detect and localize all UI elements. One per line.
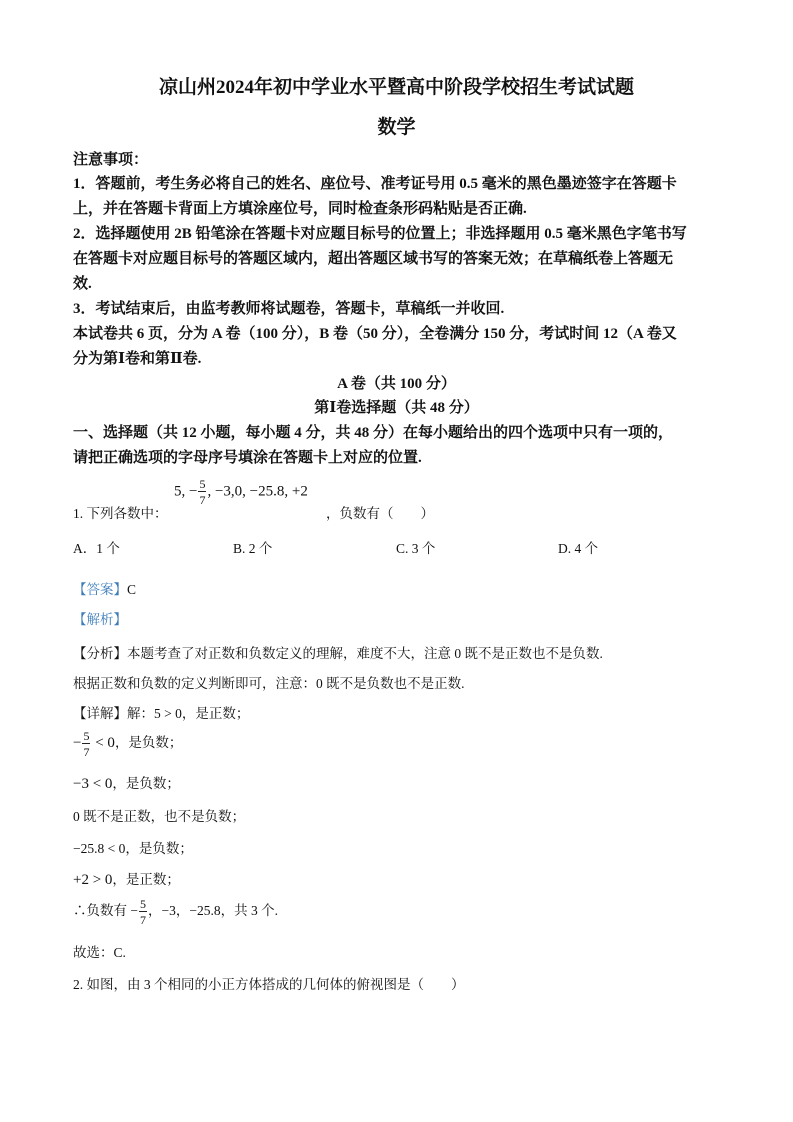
notice-line: 上，并在答题卡背面上方填涂座位号，同时检查条形码粘贴是否正确. bbox=[73, 201, 527, 217]
exam-title: 凉山州2024年初中学业水平暨高中阶段学校招生考试试题 bbox=[158, 77, 634, 98]
notice-line: 3．考试结束后，由监考教师将试题卷，答题卡，草稿纸一并收回. bbox=[73, 301, 505, 317]
a-paper-heading: A 卷（共 100 分） bbox=[337, 376, 456, 392]
fraction: $\frac{5}{7}$ bbox=[199, 477, 206, 507]
detail-line: 【详解】解：5 > 0，是正数； bbox=[73, 706, 250, 721]
section-instructions: 请把正确选项的字母序号填涂在答题卡上对应的位置. bbox=[73, 450, 422, 466]
option-b: B. 2 个 bbox=[233, 541, 273, 556]
notice-line: 分为第Ⅰ卷和第Ⅱ卷. bbox=[73, 351, 202, 367]
notice-line: 1．答题前，考生务必将自己的姓名、座位号、准考证号用 0.5 毫米的黑色墨迹签字在答题卡 bbox=[73, 176, 677, 192]
subject-title: 数学 bbox=[377, 117, 416, 138]
question-2: 2. 如图，由 3 个相同的小正方体搭成的几何体的俯视图是（ ） bbox=[73, 977, 465, 992]
detail-line: 0 既不是正数，也不是负数； bbox=[73, 809, 246, 824]
choice-line: 故选：C. bbox=[73, 945, 126, 960]
fraction: $\frac{5}{7}$ bbox=[140, 897, 146, 927]
fenxi-line: 【分析】本题考查了对正数和负数定义的理解，难度不大，注意 0 既不是正数也不是负数. bbox=[73, 646, 603, 661]
question-1-suffix: ，负数有（ ） bbox=[326, 506, 434, 521]
answer-tag: 【答案】 bbox=[73, 582, 127, 597]
option-c: C. 3 个 bbox=[396, 541, 436, 556]
numbers-part-a: 5, − bbox=[174, 483, 198, 500]
detail-line: +2 > 0，是正数； bbox=[73, 872, 180, 888]
numbers-part-b: , −3,0, −25.8, +2 bbox=[207, 483, 308, 500]
notice-line: 效. bbox=[73, 276, 92, 292]
notice-line: 在答题卡对应题目标号的答题区域内，超出答题区域书写的答案无效；在草稿纸卷上答题无 bbox=[73, 251, 674, 267]
part1-heading: 第Ⅰ卷选择题（共 48 分） bbox=[314, 400, 479, 416]
answer-line bbox=[73, 578, 136, 598]
option-a: A．1 个 bbox=[73, 541, 120, 556]
question-1-prefix: 1. 下列各数中： bbox=[73, 506, 168, 521]
fraction: $\frac{5}{7}$ bbox=[83, 729, 90, 759]
detail-line: − $\frac{5}{7}$ < 0，是负数； bbox=[73, 729, 183, 759]
analysis-tag: 【解析】 bbox=[73, 612, 127, 627]
question-1-numbers bbox=[174, 478, 308, 506]
notice-line: 2．选择题使用 2B 铅笔涂在答题卡对应题目标号的位置上；非选择题用 0.5 毫米黑色字笔书写 bbox=[73, 226, 687, 242]
conclusion-line: ∴负数有 − $\frac{5}{7}$ ，−3，−25.8，共 3 个. bbox=[73, 897, 278, 927]
detail-line: −25.8 < 0，是负数； bbox=[73, 841, 193, 856]
notice-line: 本试卷共 6 页，分为 A 卷（100 分），B 卷（50 分），全卷满分 150 分，考试时间 12（A 卷又 bbox=[73, 326, 677, 342]
detail-line: −3 < 0，是负数； bbox=[73, 776, 180, 792]
method-line: 根据正数和负数的定义判断即可，注意：0 既不是负数也不是正数. bbox=[73, 676, 465, 691]
answer-value: C bbox=[127, 582, 137, 597]
option-d: D. 4 个 bbox=[558, 541, 599, 556]
notice-heading: 注意事项： bbox=[73, 152, 149, 168]
section-instructions: 一、选择题（共 12 小题，每小题 4 分，共 48 分）在每小题给出的四个选项中只有一项的， bbox=[73, 425, 674, 441]
